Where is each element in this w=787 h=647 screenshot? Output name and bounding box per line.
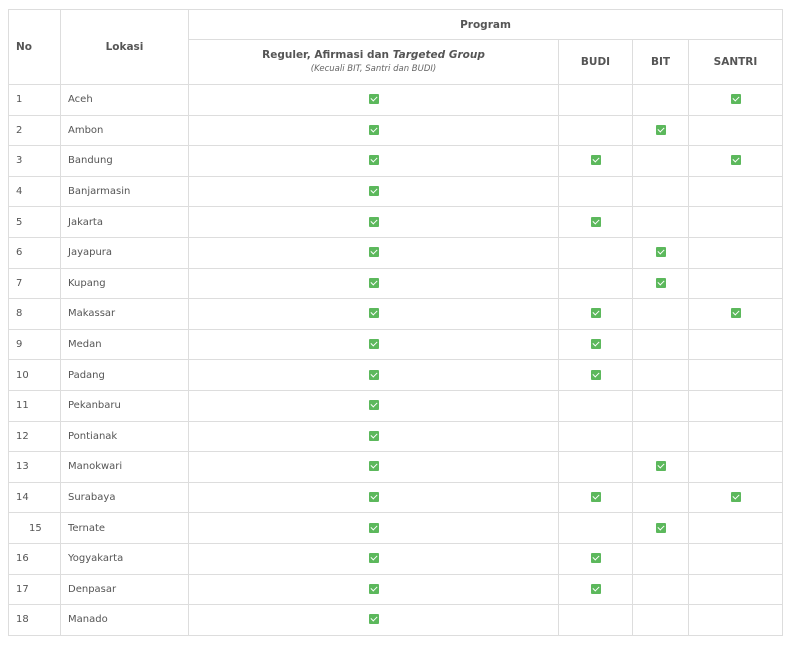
- row-number: 7: [9, 268, 61, 299]
- checkbox-checked-icon: [656, 461, 666, 471]
- cell-bit: [633, 605, 689, 636]
- row-number: 8: [9, 299, 61, 330]
- cell-bit: [633, 299, 689, 330]
- checkbox-checked-icon: [369, 339, 379, 349]
- table-body: [9, 85, 783, 636]
- cell-bit: [633, 543, 689, 574]
- cell-reguler: [189, 237, 559, 268]
- row-number: 13: [9, 452, 61, 483]
- cell-budi: [559, 421, 633, 452]
- row-lokasi: Makassar: [61, 299, 189, 330]
- checkbox-checked-icon: [731, 94, 741, 104]
- program-location-table: [8, 9, 783, 636]
- table-row: [9, 329, 783, 360]
- row-lokasi: Jakarta: [61, 207, 189, 238]
- cell-bit: [633, 421, 689, 452]
- cell-budi: [559, 513, 633, 544]
- checkbox-checked-icon: [656, 278, 666, 288]
- checkbox-checked-icon: [369, 492, 379, 502]
- cell-santri: [689, 237, 783, 268]
- table-row: [9, 482, 783, 513]
- cell-reguler: [189, 207, 559, 238]
- checkbox-checked-icon: [369, 523, 379, 533]
- cell-bit: [633, 176, 689, 207]
- row-lokasi: Ambon: [61, 115, 189, 146]
- checkbox-checked-icon: [369, 94, 379, 104]
- row-number: 9: [9, 329, 61, 360]
- cell-reguler: [189, 115, 559, 146]
- table-row: [9, 176, 783, 207]
- table-header: [9, 10, 783, 85]
- header-program: Program: [189, 10, 783, 40]
- header-lokasi: Lokasi: [61, 10, 189, 85]
- checkbox-checked-icon: [369, 553, 379, 563]
- checkbox-checked-icon: [369, 247, 379, 257]
- cell-santri: [689, 115, 783, 146]
- cell-santri: [689, 513, 783, 544]
- cell-budi: [559, 543, 633, 574]
- row-lokasi: Ternate: [61, 513, 189, 544]
- table-row: [9, 513, 783, 544]
- cell-reguler: [189, 329, 559, 360]
- cell-reguler: [189, 85, 559, 116]
- cell-reguler: [189, 146, 559, 177]
- table-row: [9, 268, 783, 299]
- row-number: 6: [9, 237, 61, 268]
- cell-santri: [689, 605, 783, 636]
- row-lokasi: Padang: [61, 360, 189, 391]
- row-lokasi: Jayapura: [61, 237, 189, 268]
- header-reguler-note: (Kecuali BIT, Santri dan BUDI): [310, 64, 437, 74]
- checkbox-checked-icon: [591, 584, 601, 594]
- row-number: 11: [9, 390, 61, 421]
- cell-budi: [559, 574, 633, 605]
- cell-budi: [559, 299, 633, 330]
- cell-budi: [559, 390, 633, 421]
- row-number: 18: [9, 605, 61, 636]
- checkbox-checked-icon: [656, 247, 666, 257]
- cell-bit: [633, 207, 689, 238]
- row-number: 3: [9, 146, 61, 177]
- cell-reguler: [189, 299, 559, 330]
- cell-budi: [559, 207, 633, 238]
- cell-budi: [559, 85, 633, 116]
- cell-santri: [689, 329, 783, 360]
- checkbox-checked-icon: [591, 217, 601, 227]
- cell-bit: [633, 237, 689, 268]
- row-lokasi: Pekanbaru: [61, 390, 189, 421]
- cell-bit: [633, 146, 689, 177]
- program-location-table-container: [8, 9, 783, 636]
- cell-bit: [633, 268, 689, 299]
- row-lokasi: Banjarmasin: [61, 176, 189, 207]
- cell-santri: [689, 452, 783, 483]
- checkbox-checked-icon: [591, 308, 601, 318]
- cell-reguler: [189, 176, 559, 207]
- cell-reguler: [189, 452, 559, 483]
- cell-bit: [633, 452, 689, 483]
- checkbox-checked-icon: [591, 155, 601, 165]
- cell-budi: [559, 146, 633, 177]
- cell-budi: [559, 268, 633, 299]
- checkbox-checked-icon: [369, 584, 379, 594]
- checkbox-checked-icon: [731, 308, 741, 318]
- cell-santri: [689, 482, 783, 513]
- table-row: [9, 115, 783, 146]
- row-number: 4: [9, 176, 61, 207]
- cell-santri: [689, 176, 783, 207]
- row-number: 12: [9, 421, 61, 452]
- row-number: 15: [9, 513, 61, 544]
- cell-reguler: [189, 574, 559, 605]
- cell-santri: [689, 146, 783, 177]
- row-number: 5: [9, 207, 61, 238]
- header-reguler-label: Reguler, Afirmasi dan: [262, 49, 393, 61]
- checkbox-checked-icon: [591, 553, 601, 563]
- checkbox-checked-icon: [369, 370, 379, 380]
- cell-bit: [633, 85, 689, 116]
- row-number: 14: [9, 482, 61, 513]
- checkbox-checked-icon: [369, 400, 379, 410]
- cell-reguler: [189, 513, 559, 544]
- checkbox-checked-icon: [731, 492, 741, 502]
- cell-bit: [633, 574, 689, 605]
- row-lokasi: Denpasar: [61, 574, 189, 605]
- row-lokasi: Medan: [61, 329, 189, 360]
- checkbox-checked-icon: [656, 523, 666, 533]
- row-lokasi: Surabaya: [61, 482, 189, 513]
- cell-bit: [633, 390, 689, 421]
- cell-reguler: [189, 543, 559, 574]
- cell-santri: [689, 421, 783, 452]
- table-row: [9, 390, 783, 421]
- cell-reguler: [189, 268, 559, 299]
- checkbox-checked-icon: [591, 339, 601, 349]
- checkbox-checked-icon: [369, 431, 379, 441]
- cell-bit: [633, 513, 689, 544]
- cell-santri: [689, 543, 783, 574]
- cell-bit: [633, 482, 689, 513]
- cell-santri: [689, 360, 783, 391]
- cell-santri: [689, 574, 783, 605]
- row-lokasi: Bandung: [61, 146, 189, 177]
- table-row: [9, 360, 783, 391]
- table-row: [9, 543, 783, 574]
- cell-budi: [559, 115, 633, 146]
- table-row: [9, 146, 783, 177]
- checkbox-checked-icon: [656, 125, 666, 135]
- cell-budi: [559, 482, 633, 513]
- row-lokasi: Kupang: [61, 268, 189, 299]
- cell-bit: [633, 360, 689, 391]
- checkbox-checked-icon: [369, 278, 379, 288]
- cell-budi: [559, 237, 633, 268]
- table-row: [9, 207, 783, 238]
- checkbox-checked-icon: [369, 308, 379, 318]
- checkbox-checked-icon: [591, 492, 601, 502]
- table-row: [9, 421, 783, 452]
- checkbox-checked-icon: [369, 614, 379, 624]
- cell-budi: [559, 360, 633, 391]
- checkbox-checked-icon: [369, 461, 379, 471]
- cell-budi: [559, 605, 633, 636]
- header-reguler: [189, 40, 559, 85]
- cell-reguler: [189, 605, 559, 636]
- checkbox-checked-icon: [369, 217, 379, 227]
- cell-santri: [689, 299, 783, 330]
- cell-santri: [689, 268, 783, 299]
- cell-budi: [559, 452, 633, 483]
- row-number: 16: [9, 543, 61, 574]
- checkbox-checked-icon: [591, 370, 601, 380]
- cell-santri: [689, 207, 783, 238]
- row-number: 1: [9, 85, 61, 116]
- cell-bit: [633, 115, 689, 146]
- row-number: 17: [9, 574, 61, 605]
- cell-reguler: [189, 482, 559, 513]
- table-row: [9, 574, 783, 605]
- table-row: [9, 452, 783, 483]
- cell-santri: [689, 390, 783, 421]
- header-santri: SANTRI: [689, 40, 783, 85]
- table-row: [9, 237, 783, 268]
- cell-santri: [689, 85, 783, 116]
- checkbox-checked-icon: [369, 186, 379, 196]
- table-row: [9, 299, 783, 330]
- cell-reguler: [189, 390, 559, 421]
- row-lokasi: Pontianak: [61, 421, 189, 452]
- table-row: [9, 85, 783, 116]
- row-number: 2: [9, 115, 61, 146]
- table-row: [9, 605, 783, 636]
- row-lokasi: Aceh: [61, 85, 189, 116]
- checkbox-checked-icon: [731, 155, 741, 165]
- cell-bit: [633, 329, 689, 360]
- header-budi: BUDI: [559, 40, 633, 85]
- cell-reguler: [189, 421, 559, 452]
- header-bit: BIT: [633, 40, 689, 85]
- row-number: 10: [9, 360, 61, 391]
- cell-budi: [559, 176, 633, 207]
- checkbox-checked-icon: [369, 155, 379, 165]
- row-lokasi: Manokwari: [61, 452, 189, 483]
- header-reguler-italic: Targeted Group: [392, 49, 485, 61]
- cell-reguler: [189, 360, 559, 391]
- row-lokasi: Manado: [61, 605, 189, 636]
- cell-budi: [559, 329, 633, 360]
- row-lokasi: Yogyakarta: [61, 543, 189, 574]
- header-no: No: [9, 10, 61, 85]
- checkbox-checked-icon: [369, 125, 379, 135]
